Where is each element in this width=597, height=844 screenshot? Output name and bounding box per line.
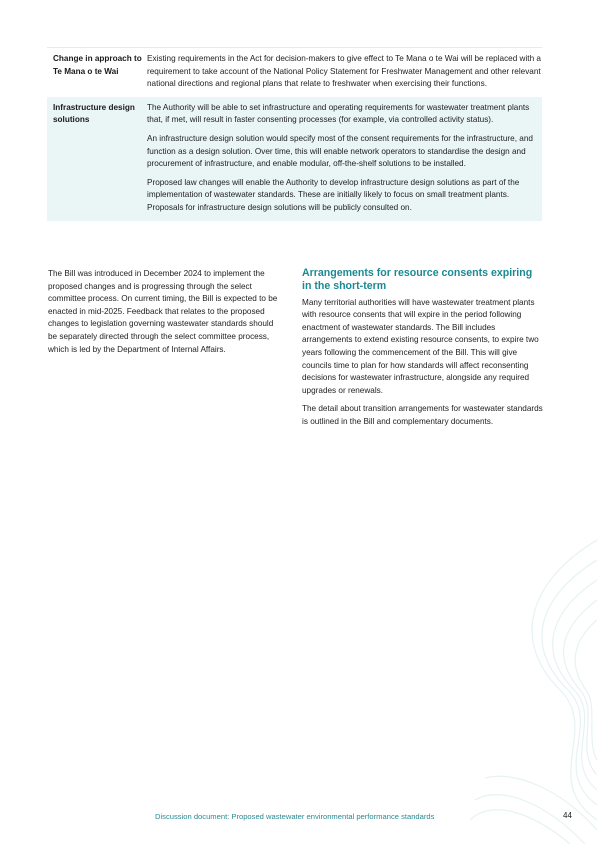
row-content: [147, 102, 542, 215]
row-heading: Infrastructure design solutions: [53, 102, 135, 125]
page-number: 44: [563, 811, 572, 820]
row-paragraph: Existing requirements in the Act for decision-makers to give effect to Te Mana o te Wai will be replaced with a requirement to take account of the National Policy Statement for Freshwater Management and other relevant national directions and regional plans that relate to freshwater when exercising their functions.: [147, 54, 541, 89]
row-content: [147, 53, 542, 91]
decorative-wave-pattern: [470, 520, 597, 844]
bill-paragraph: The Bill was introduced in December 2024 to implement the proposed changes and is progressing through the select committee process. On current timing, the Bill is expected to be enacted in mid-2025. Feedback that relates to the proposed changes to legislation governing wastewater standards should be separately directed through the select committee process, which is led by the Department of Internal Affairs.: [48, 269, 278, 354]
row-paragraph: An infrastructure design solution would specify most of the consent requirements for the infrastructure, and function as a design solution. Over time, this will enable network operators to standardise the design and procurement of infrastructure, and enable modular, off-the-shelf solutions to be installed.: [147, 133, 533, 169]
left-column: [48, 268, 280, 356]
table-row-te-mana: [47, 48, 542, 97]
table-row-infrastructure: [47, 97, 542, 221]
footer-title: Discussion document: Proposed wastewater environmental performance standards: [155, 812, 435, 821]
section-paragraph: The detail about transition arrangements for wastewater standards is outlined in the Bill and complementary documents.: [302, 404, 543, 426]
row-heading: Change in approach to Te Mana o te Wai: [53, 54, 142, 76]
section-paragraph: Many territorial authorities will have wastewater treatment plants with resource consents that will expire in the period following enactment of wastewater standards. The Bill includes arrangements to extend existing resource consents, to expire two years following the commencement of the Bill. This will give councils time to plan for how standards will affect reconsenting decisions for wastewater infrastructure, alongside any required upgrades or renewals.: [302, 297, 539, 395]
row-paragraph: The Authority will be able to set infrastructure and operating requirements for wastewater treatment plants that, if met, will result in faster consenting processes (for example, via controlled activity status).: [147, 102, 530, 125]
info-table: [47, 47, 542, 221]
right-column: [302, 267, 543, 435]
row-paragraph: Proposed law changes will enable the Authority to develop infrastructure design solutions as part of the implementation of wastewater standards. These are initially likely to focus on small treatment plants. Proposals for infrastructure design solutions will be publicly consulted on.: [147, 177, 520, 212]
section-heading: Arrangements for resource consents expiring in the short-term: [302, 267, 533, 292]
